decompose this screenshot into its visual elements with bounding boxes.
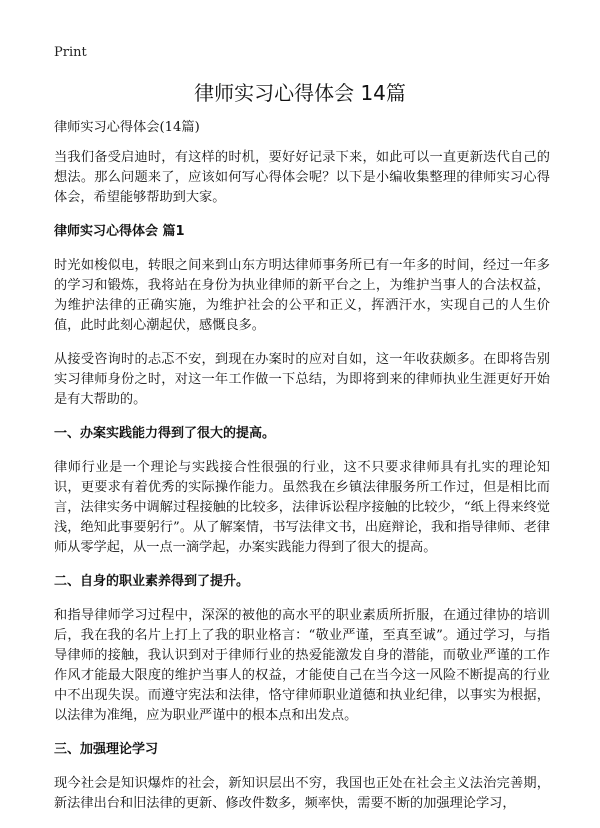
subheading-a: 一、办案实践能力得到了很大的提高。 [54,426,276,441]
document-subtitle: 律师实习心得体会(14篇) [54,120,200,135]
subheading-b: 二、自身的职业素养得到了提升。 [54,574,250,589]
paragraph-5: 现今社会是知识爆炸的社会，新知识层出不穷，我国也正处在社会主义法治完善期，新法律出台和旧法律的更新、修改件数多，频率快，需要不断的加强理论学习， [54,776,550,811]
print-link[interactable]: Print [54,45,87,60]
section-heading-1: 律师实习心得体会 篇1 [54,224,185,239]
paragraph-1: 时光如梭似电，转眼之间来到山东方明达律师事务所已有一年多的时间，经过一年多的学习和锻炼，我将站在身份为执业律师的新平台之上，为维护当事人的合法权益，为维护法律的正确实施，为维护社会的公平和正义，挥洒汗水，实现自己的人生价值，此时此刻心潮起伏，感慨良多。 [54,258,550,333]
document-title: 律师实习心得体会 14篇 [194,81,406,105]
document-body [54,118,550,828]
paragraph-4: 和指导律师学习过程中，深深的被他的高水平的职业素质所折服，在通过律协的培训后，我在我的名片上打上了我的职业格言：“敬业严谨，至真至诚”。通过学习，与指导律师的接触，我认识到对于律师行业的热爱能激发自身的潜能，而敬业严谨的工作作风才能最大限度的维护当事人的权益，才能使自己在当今这一风险不断提高的行业中不出现失误。而遵守宪法和法律，恪守律师职业道德和执业纪律，以事实为根据，以法律为准绳，应为职业严谨中的根本点和出发点。 [54,608,550,723]
paragraph-3: 律师行业是一个理论与实践接合性很强的行业，这不只要求律师具有扎实的理论知识，更要求有着优秀的实际操作能力。虽然我在乡镇法律服务所工作过，但是相比而言，法律实务中调解过程接触的比较多，法律诉讼程序接触的比较少，“纸上得来终觉浅，绝知此事要躬行”。从了解案情，书写法律文书，出庭辩论，我和指导律师、老律师从零学起，从一点一滴学起，办案实践能力得到了很大的提高。 [54,460,550,555]
paragraph-2: 从接受咨询时的忐忑不安，到现在办案时的应对自如，这一年收获颇多。在即将告别实习律师身份之时，对这一年工作做一下总结，为即将到来的律师执业生涯更好开始是有大帮助的。 [54,352,550,407]
intro-paragraph: 当我们备受启迪时，有这样的时机，要好好记录下来，如此可以一直更新迭代自己的想法。那么问题来了，应该如何写心得体会呢？以下是小编收集整理的律师实习心得体会，希望能够帮助到大家。 [54,150,550,205]
subheading-c: 三、加强理论学习 [54,742,159,757]
